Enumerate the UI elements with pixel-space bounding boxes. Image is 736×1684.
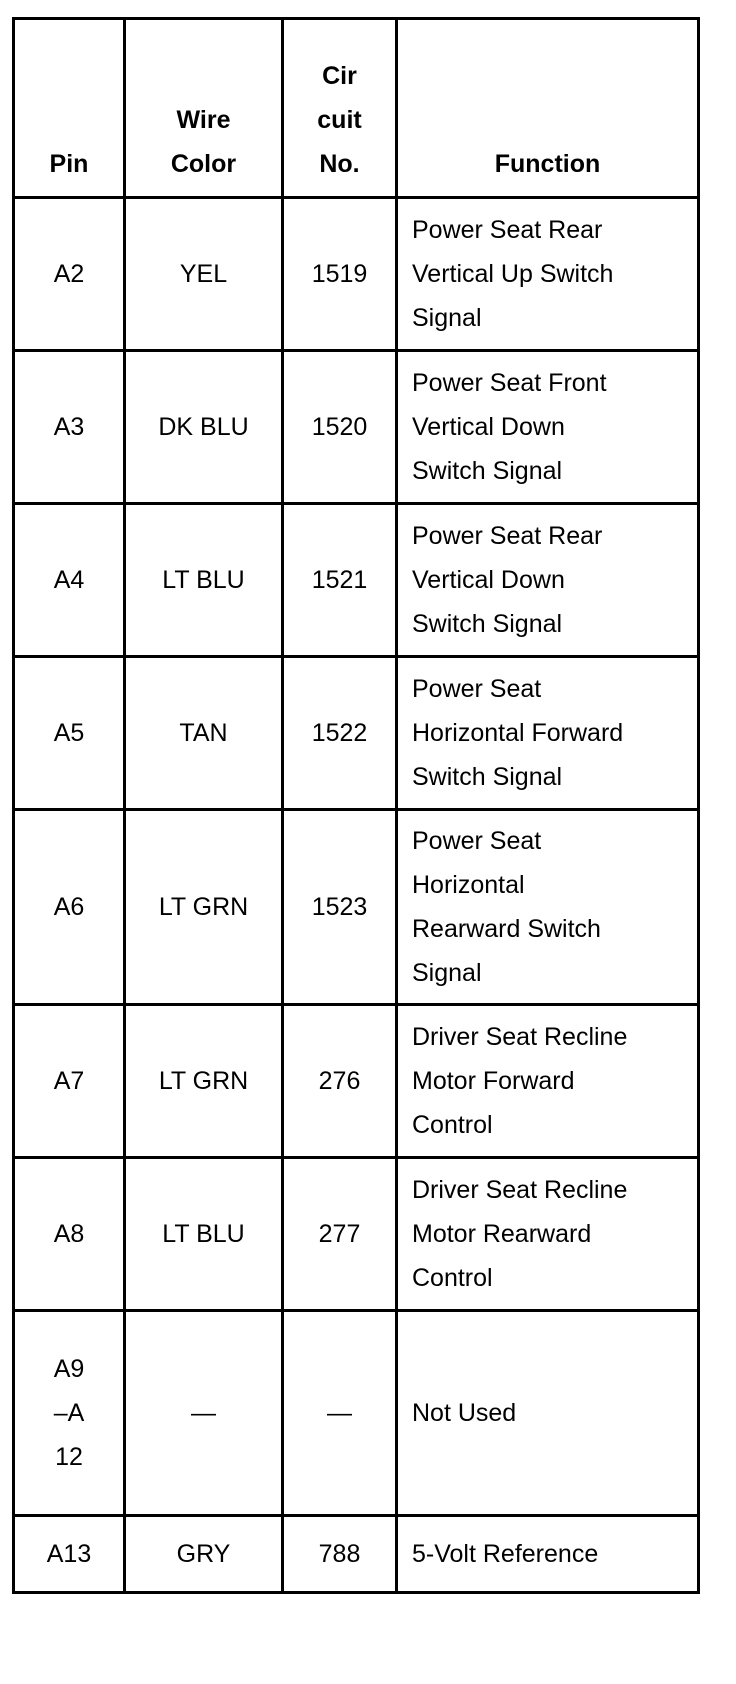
circuit-no-cell <box>283 504 397 657</box>
wire-color-cell <box>125 810 283 1005</box>
function-value: Power Seat Front Vertical Down Switch Signal <box>412 369 607 485</box>
pin-cell <box>14 1005 125 1158</box>
wire-color-value: LT GRN <box>158 893 249 921</box>
wire-color-cell <box>125 657 283 810</box>
pin-value: A4 <box>53 566 85 594</box>
circuit-no-value: 1523 <box>311 893 368 921</box>
table-row <box>14 657 699 810</box>
function-cell <box>397 198 699 351</box>
function-value: Not Used <box>412 1399 517 1427</box>
table-row <box>14 810 699 1005</box>
header-circuit-no-label: Cir cuit No. <box>317 62 362 178</box>
circuit-no-value: 276 <box>318 1067 361 1095</box>
circuit-no-value: 1520 <box>311 413 368 441</box>
function-cell <box>397 657 699 810</box>
wire-color-value: YEL <box>179 260 228 288</box>
function-cell <box>397 1311 699 1516</box>
wire-color-cell <box>125 1005 283 1158</box>
table-row <box>14 1311 699 1516</box>
circuit-no-value: 788 <box>318 1540 361 1568</box>
function-cell <box>397 1158 699 1311</box>
pin-cell <box>14 657 125 810</box>
pin-value: A8 <box>53 1220 85 1248</box>
circuit-no-cell <box>283 1158 397 1311</box>
table-row <box>14 504 699 657</box>
function-value: Power Seat Rear Vertical Up Switch Signal <box>412 216 614 332</box>
pin-cell <box>14 810 125 1005</box>
circuit-no-cell <box>283 1005 397 1158</box>
pin-cell <box>14 198 125 351</box>
table-row <box>14 1005 699 1158</box>
table-row <box>14 1516 699 1593</box>
header-pin <box>14 19 125 198</box>
header-function-label: Function <box>494 150 601 178</box>
circuit-no-value: 1519 <box>311 260 368 288</box>
circuit-no-value: — <box>327 1399 352 1427</box>
pin-value: A9 –A 12 <box>53 1355 85 1471</box>
wire-color-value: LT GRN <box>158 1067 249 1095</box>
wire-color-cell <box>125 198 283 351</box>
pin-cell <box>14 351 125 504</box>
function-value: Power Seat Horizontal Forward Switch Signal <box>412 675 624 791</box>
wire-color-cell <box>125 1158 283 1311</box>
table-row <box>14 198 699 351</box>
function-value: Driver Seat Recline Motor Rearward Control <box>412 1176 628 1292</box>
wire-color-cell <box>125 1516 283 1593</box>
function-value: Power Seat Horizontal Rearward Switch Signal <box>412 827 601 987</box>
pin-cell <box>14 1158 125 1311</box>
wire-color-value: GRY <box>176 1540 231 1568</box>
circuit-no-cell <box>283 1516 397 1593</box>
pin-value: A6 <box>53 893 85 921</box>
circuit-no-value: 277 <box>318 1220 361 1248</box>
function-cell <box>397 504 699 657</box>
wire-color-value: TAN <box>179 719 228 747</box>
wire-color-value: — <box>191 1399 216 1427</box>
table-header-row <box>14 19 699 198</box>
pin-value: A2 <box>53 260 85 288</box>
circuit-no-value: 1521 <box>311 566 368 594</box>
circuit-no-value: 1522 <box>311 719 368 747</box>
table-row <box>14 351 699 504</box>
wire-color-cell <box>125 351 283 504</box>
function-cell <box>397 1516 699 1593</box>
function-value: 5-Volt Reference <box>412 1540 599 1568</box>
wire-color-cell <box>125 1311 283 1516</box>
function-value: Power Seat Rear Vertical Down Switch Signal <box>412 522 603 638</box>
pin-cell <box>14 1311 125 1516</box>
pin-cell <box>14 504 125 657</box>
function-cell <box>397 810 699 1005</box>
pin-cell <box>14 1516 125 1593</box>
circuit-no-cell <box>283 657 397 810</box>
wire-color-cell <box>125 504 283 657</box>
header-pin-label: Pin <box>49 150 89 178</box>
wire-color-value: LT BLU <box>162 566 245 594</box>
table-row <box>14 1158 699 1311</box>
pin-value: A5 <box>53 719 85 747</box>
circuit-no-cell <box>283 1311 397 1516</box>
header-function <box>397 19 699 198</box>
header-wire-color-label: Wire Color <box>170 106 237 178</box>
circuit-no-cell <box>283 351 397 504</box>
wire-color-value: LT BLU <box>162 1220 245 1248</box>
function-cell <box>397 1005 699 1158</box>
circuit-no-cell <box>283 810 397 1005</box>
connector-pinout-table <box>12 17 700 1594</box>
header-wire-color <box>125 19 283 198</box>
function-value: Driver Seat Recline Motor Forward Control <box>412 1023 628 1139</box>
wire-color-value: DK BLU <box>158 413 249 441</box>
header-circuit-no <box>283 19 397 198</box>
function-cell <box>397 351 699 504</box>
pin-value: A7 <box>53 1067 85 1095</box>
pin-value: A13 <box>46 1540 92 1568</box>
circuit-no-cell <box>283 198 397 351</box>
pin-value: A3 <box>53 413 85 441</box>
